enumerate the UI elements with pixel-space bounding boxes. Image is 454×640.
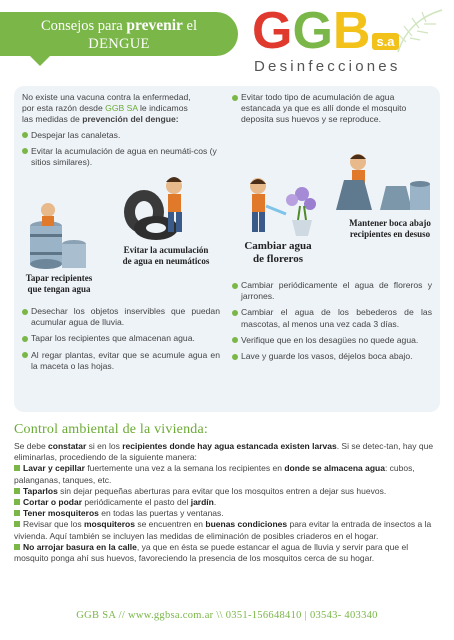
list-item: Tapar los recipientes que almacenan agua. (22, 333, 220, 344)
list-item: Desechar los objetos inservibles que puedan acumular agua de lluvia. (22, 306, 220, 328)
section-intro: Se debe constatar si en los recipientes donde hay agua estancada existen larvas. Si se detec-tan, hay que eliminarlas, procediendo de la siguiente manera: (14, 441, 434, 463)
intro-text: No existe una vacuna contra la enfermedad, por esta razón desde GGB SA le indicamos las medidas de prevención del dengue: (22, 92, 191, 125)
footer-contact: GGB SA // www.ggbsa.com.ar \\ 0351-156648410 | 03543- 403340 (76, 610, 378, 621)
title-banner (0, 12, 238, 56)
caption-tapar: Tapar recipientes que tengan agua (25, 273, 93, 294)
logo-letter-2: G (292, 2, 333, 60)
right-column-bottom (232, 280, 432, 367)
list-item: Despejar las canaletas. (22, 130, 224, 141)
logo-subtitle: Desinfecciones (254, 58, 401, 75)
tires-illustration (116, 172, 196, 244)
list-item: Tener mosquiteros en todas las puertas y ventanas. (14, 508, 440, 519)
list-item: No arrojar basura en la calle, ya que en ésta se puede estancar el agua de lluvia y servir para que el mosquito ponga ahí sus huevos, favoreciendo la presencia de los mosquitos cerca de su hogar. (14, 541, 409, 564)
list-item: Evitar la acumulación de agua en neumáti-cos (y sitios similares). (22, 146, 224, 168)
list-item: Lavar y cepillar fuertemente una vez a la semana los recipientes en donde se almacena agua: cubos, palanganas, tanques, etc. (14, 463, 415, 485)
left-column-bottom (22, 306, 220, 377)
list-item: Lave y guarde los vasos, déjelos boca abajo. (232, 351, 432, 362)
banner-notch (30, 56, 50, 66)
list-item: Evitar todo tipo de acumulación de agua estancada ya que es allí donde el mosquito deposita sus huevos y se reproduce. (232, 92, 432, 126)
company-logo (252, 2, 448, 76)
logo-suffix: s.a (372, 33, 398, 50)
banner-line1: Consejos para prevenir el (40, 17, 197, 34)
section-title: Control ambiental de la vivienda: (14, 422, 208, 437)
logo-letters (252, 2, 399, 60)
containers-illustration (330, 150, 434, 216)
leaf-icon (392, 8, 444, 56)
flowers-illustration (240, 176, 320, 238)
caption-neumaticos: Evitar la acumulación de agua en neumáticos (122, 245, 210, 266)
right-column-top (232, 92, 432, 131)
logo-letter-3: B (332, 2, 371, 60)
list-item: Cortar o podar periódicamente el pasto del jardín. (14, 497, 440, 508)
logo-letter-1: G (252, 2, 293, 60)
list-item: Revisar que los mosquiteros se encuentren en buenas condiciones para evitar la entrada de insectos a la vivienda. Aquí también se incluyen las medidas de eliminación de posibles criaderos en el hogar. (14, 519, 432, 541)
left-column-top (22, 92, 224, 173)
section-body (14, 441, 440, 564)
list-item: Cambiar el agua de los bebederos de las mascotas, al menos una vez cada 3 días. (232, 307, 432, 329)
list-item: Al regar plantas, evitar que se acumule agua en la maceta o las hojas. (22, 350, 220, 372)
caption-boca-abajo: Mantener boca abajo recipientes en desuso (349, 218, 431, 239)
banner-line2: DENGUE (88, 36, 150, 52)
list-item: Verifique que en los desagües no quede agua. (232, 335, 432, 346)
caption-floreros: Cambiar agua de floreros (244, 240, 312, 265)
barrels-illustration (22, 200, 92, 274)
list-item: Taparlos sin dejar pequeñas aberturas para evitar que los mosquitos entren a dejar sus huevos. (14, 486, 440, 497)
list-item: Cambiar periódicamente el agua de floreros y jarrones. (232, 280, 432, 302)
